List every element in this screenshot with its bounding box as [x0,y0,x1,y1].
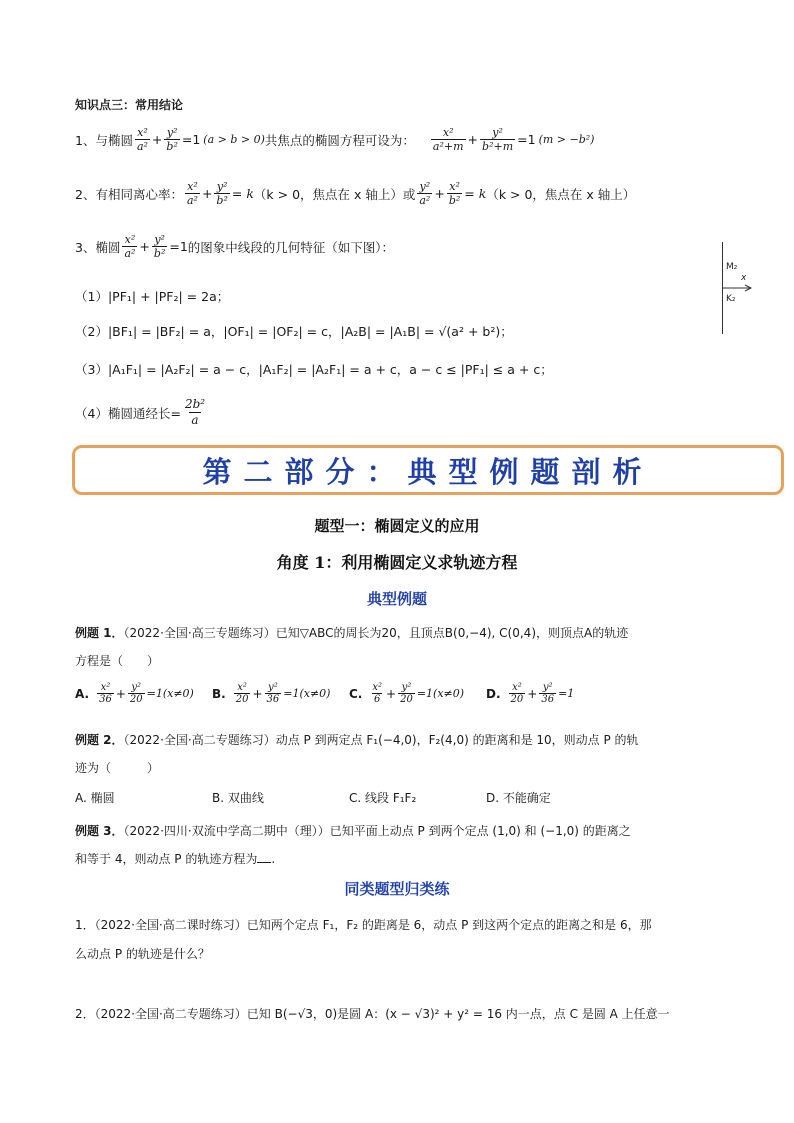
option-label: A. [75,686,90,701]
figure-label-m2: M₂ [726,262,738,272]
example-3-line-2: 和等于 4，则动点 P 的轨迹方程为 . [75,852,276,866]
type-one-title: 题型一：椭圆定义的应用 [314,517,480,535]
example-2-text: （2022·全国·高二专题练习）动点 P 到两定点 F₁(−4,0)，F₂(4,0) 的距离和是 10，则动点 P 的轨 [123,733,639,747]
angle-one-title: 角度 1：利用椭圆定义求轨迹方程 [276,553,518,572]
option-frac: $\frac{\text{x²}}{36}$ [99,682,112,705]
example-3-text: （2022·四川·双流中学高二期中（理））已知平面上动点 P 到两个定点 (1,0) 和 (−1,0) 的距离之 [123,824,631,838]
sub-4 [75,397,209,428]
option-label: D. [486,686,501,701]
frac-y2-b2m: $\frac{\text{y²}}{\text{b²+m}}$ [482,126,514,153]
item2-mid1: （k > 0，焦点在 x 轴上）或 [253,186,416,202]
frac-c: $\frac{\text{y²}}{\text{a²}}$ [419,180,431,207]
example-3-label: 例题 3． [75,824,124,838]
item-3: 3、椭圆 $\frac{\text{x²}}{\text{a²}}$ + $\frac{\text{y²}}{\text{b²}}$ =1 的图象中线段的几何特征（如下图）： [75,233,395,260]
sub-2: （2）|BF₁| = |BF₂| = a，|OF₁| = |OF₂| = c，|A₂B| = |A₁B| = √(a² + b²)； [75,324,513,339]
frac-f: $\frac{\text{y²}}{\text{b²}}$ [153,233,166,260]
example-1-line-1 [75,624,628,641]
frac-e: $\frac{\text{x²}}{\text{a²}}$ [124,233,136,260]
option-frac: $\frac{\text{x²}}{20}$ [510,682,524,705]
banner-title: 第二部分：典型例题剖析 [202,454,654,489]
example-1-option-c: C. $\frac{\text{x²}}{6}$ + $\frac{\text{y²}}{20}$ =1(x≠0) [349,682,465,705]
figure-label-k2: K₂ [726,294,736,304]
item-2: 2、有相同离心率： $\frac{\text{x²}}{\text{a²}}$ + $\frac{\text{y²}}{\text{b²}}$ = k （k > 0，焦点在 x 轴上）或 $\frac{\text{y²}}{\text{a²}}$ + $\frac{\text{x²}}{\text{b²}}$ = k （k > 0，焦点在 x 轴上） [75,180,636,207]
example-1-option-a: A. $\frac{\text{x²}}{36}$ + $\frac{\text{y²}}{20}$ =1(x≠0) [75,682,194,705]
figure-label-x: x [741,273,747,283]
option-frac: $\frac{\text{x²}}{6}$ [372,682,383,705]
option-label: C. [349,686,363,701]
example-3-text-2: 和等于 4，则动点 P 的轨迹方程为 [75,852,258,866]
latus-rectum-frac: $\frac{\text{2b²}}{a}$ [184,397,206,427]
item1-mid: 共焦点的椭圆方程可设为： [264,132,415,148]
answer-blank [257,852,271,863]
example-2-line-2: 迹为（ ） [75,761,160,775]
option-tail: =1(x≠0) [416,687,465,700]
item3-prefix: 3、椭圆 [75,239,121,255]
example-2-line-1 [75,731,639,748]
item2-prefix: 2、有相同离心率： [75,186,183,202]
frac-x2-a2m: $\frac{\text{x²}}{\text{a²+m}}$ [432,126,464,153]
example-2-option-b: B. 双曲线 [212,791,264,805]
option-frac: $\frac{\text{y²}}{20}$ [400,682,413,705]
example-1-line-2: 方程是（ ） [75,654,160,668]
sub-3: （3）|A₁F₁| = |A₂F₂| = a − c，|A₁F₂| = |A₂F₁| = a + c，a − c ≤ |PF₁| ≤ a + c； [75,362,553,377]
practice-title: 同类题型归类练 [344,880,450,898]
example-3-line-1 [75,822,631,839]
x-axis-arrow-icon [722,283,754,293]
item1-cond2: (m > −b²) [538,133,595,146]
example-2-option-a: A. 椭圆 [75,791,115,805]
option-frac: $\frac{\text{x²}}{20}$ [235,682,249,705]
sub-1: （1）|PF₁| + |PF₂| = 2a； [75,289,230,304]
frac-y2-b2: $\frac{\text{y²}}{\text{b²}}$ [166,126,178,153]
option-frac: $\frac{\text{y²}}{36}$ [541,682,555,705]
sub4-prefix: （4）椭圆通经长= [75,405,181,421]
frac-a: $\frac{\text{x²}}{\text{a²}}$ [186,180,198,207]
section-title: 知识点三：常用结论 [75,98,184,112]
typical-examples-title: 典型例题 [366,590,427,608]
option-tail: =1 [558,687,575,700]
practice-1-line-1: 1．（2022·全国·高二课时练习）已知两个定点 F₁，F₂ 的距离是 6，动点 P 到这两个定点的距离之和是 6，那 [75,918,652,932]
option-frac: $\frac{\text{y²}}{36}$ [266,682,280,705]
practice-1-line-2: 么动点 P 的轨迹是什么？ [75,947,210,961]
option-tail: =1(x≠0) [146,687,194,700]
item3-suffix: 的图象中线段的几何特征（如下图）： [187,239,395,255]
option-frac: $\frac{\text{y²}}{20}$ [129,682,143,705]
example-2-label: 例题 2． [75,733,124,747]
option-label: B. [212,686,226,701]
item-1: 1、与椭圆 $\frac{\text{x²}}{\text{a²}}$ + $\frac{\text{y²}}{\text{b²}}$ =1 (a > b > 0) 共焦点的椭圆方程可设为： $\frac{\text{x²}}{\text{a²+m}}$ + $\frac{\text{y²}}{\text{b²+m}}$ =1 (m > −b²) [75,126,595,153]
item1-prefix: 1、与椭圆 [75,132,133,148]
frac-x2-a2: $\frac{\text{x²}}{\text{a²}}$ [136,126,148,153]
example-2-option-d: D. 不能确定 [486,791,551,805]
item1-cond: (a > b > 0) [203,133,265,146]
example-1-option-b: B. $\frac{\text{x²}}{20}$ + $\frac{\text{y²}}{36}$ =1(x≠0) [212,682,331,705]
item2-mid2: （k > 0，焦点在 x 轴上） [486,186,636,202]
frac-d: $\frac{\text{x²}}{\text{b²}}$ [448,180,461,207]
practice-2-line-1: 2．（2022·全国·高二专题练习）已知 B(−√3，0)是圆 A：(x − √3)² + y² = 16 内一点，点 C 是圆 A 上任意一 [75,1007,670,1021]
example-1-text: （2022·全国·高三专题练习）已知▽ABC的周长为20，且顶点B(0,−4), C(0,4)，则顶点A的轨迹 [123,626,629,640]
example-1-option-d: D. $\frac{\text{x²}}{20}$ + $\frac{\text{y²}}{36}$ =1 [486,682,575,705]
part-two-banner [72,445,784,495]
example-1-label: 例题 1． [75,626,124,640]
option-tail: =1(x≠0) [283,687,331,700]
frac-b: $\frac{\text{y²}}{\text{b²}}$ [216,180,228,207]
example-2-option-c: C. 线段 F₁F₂ [349,791,417,805]
